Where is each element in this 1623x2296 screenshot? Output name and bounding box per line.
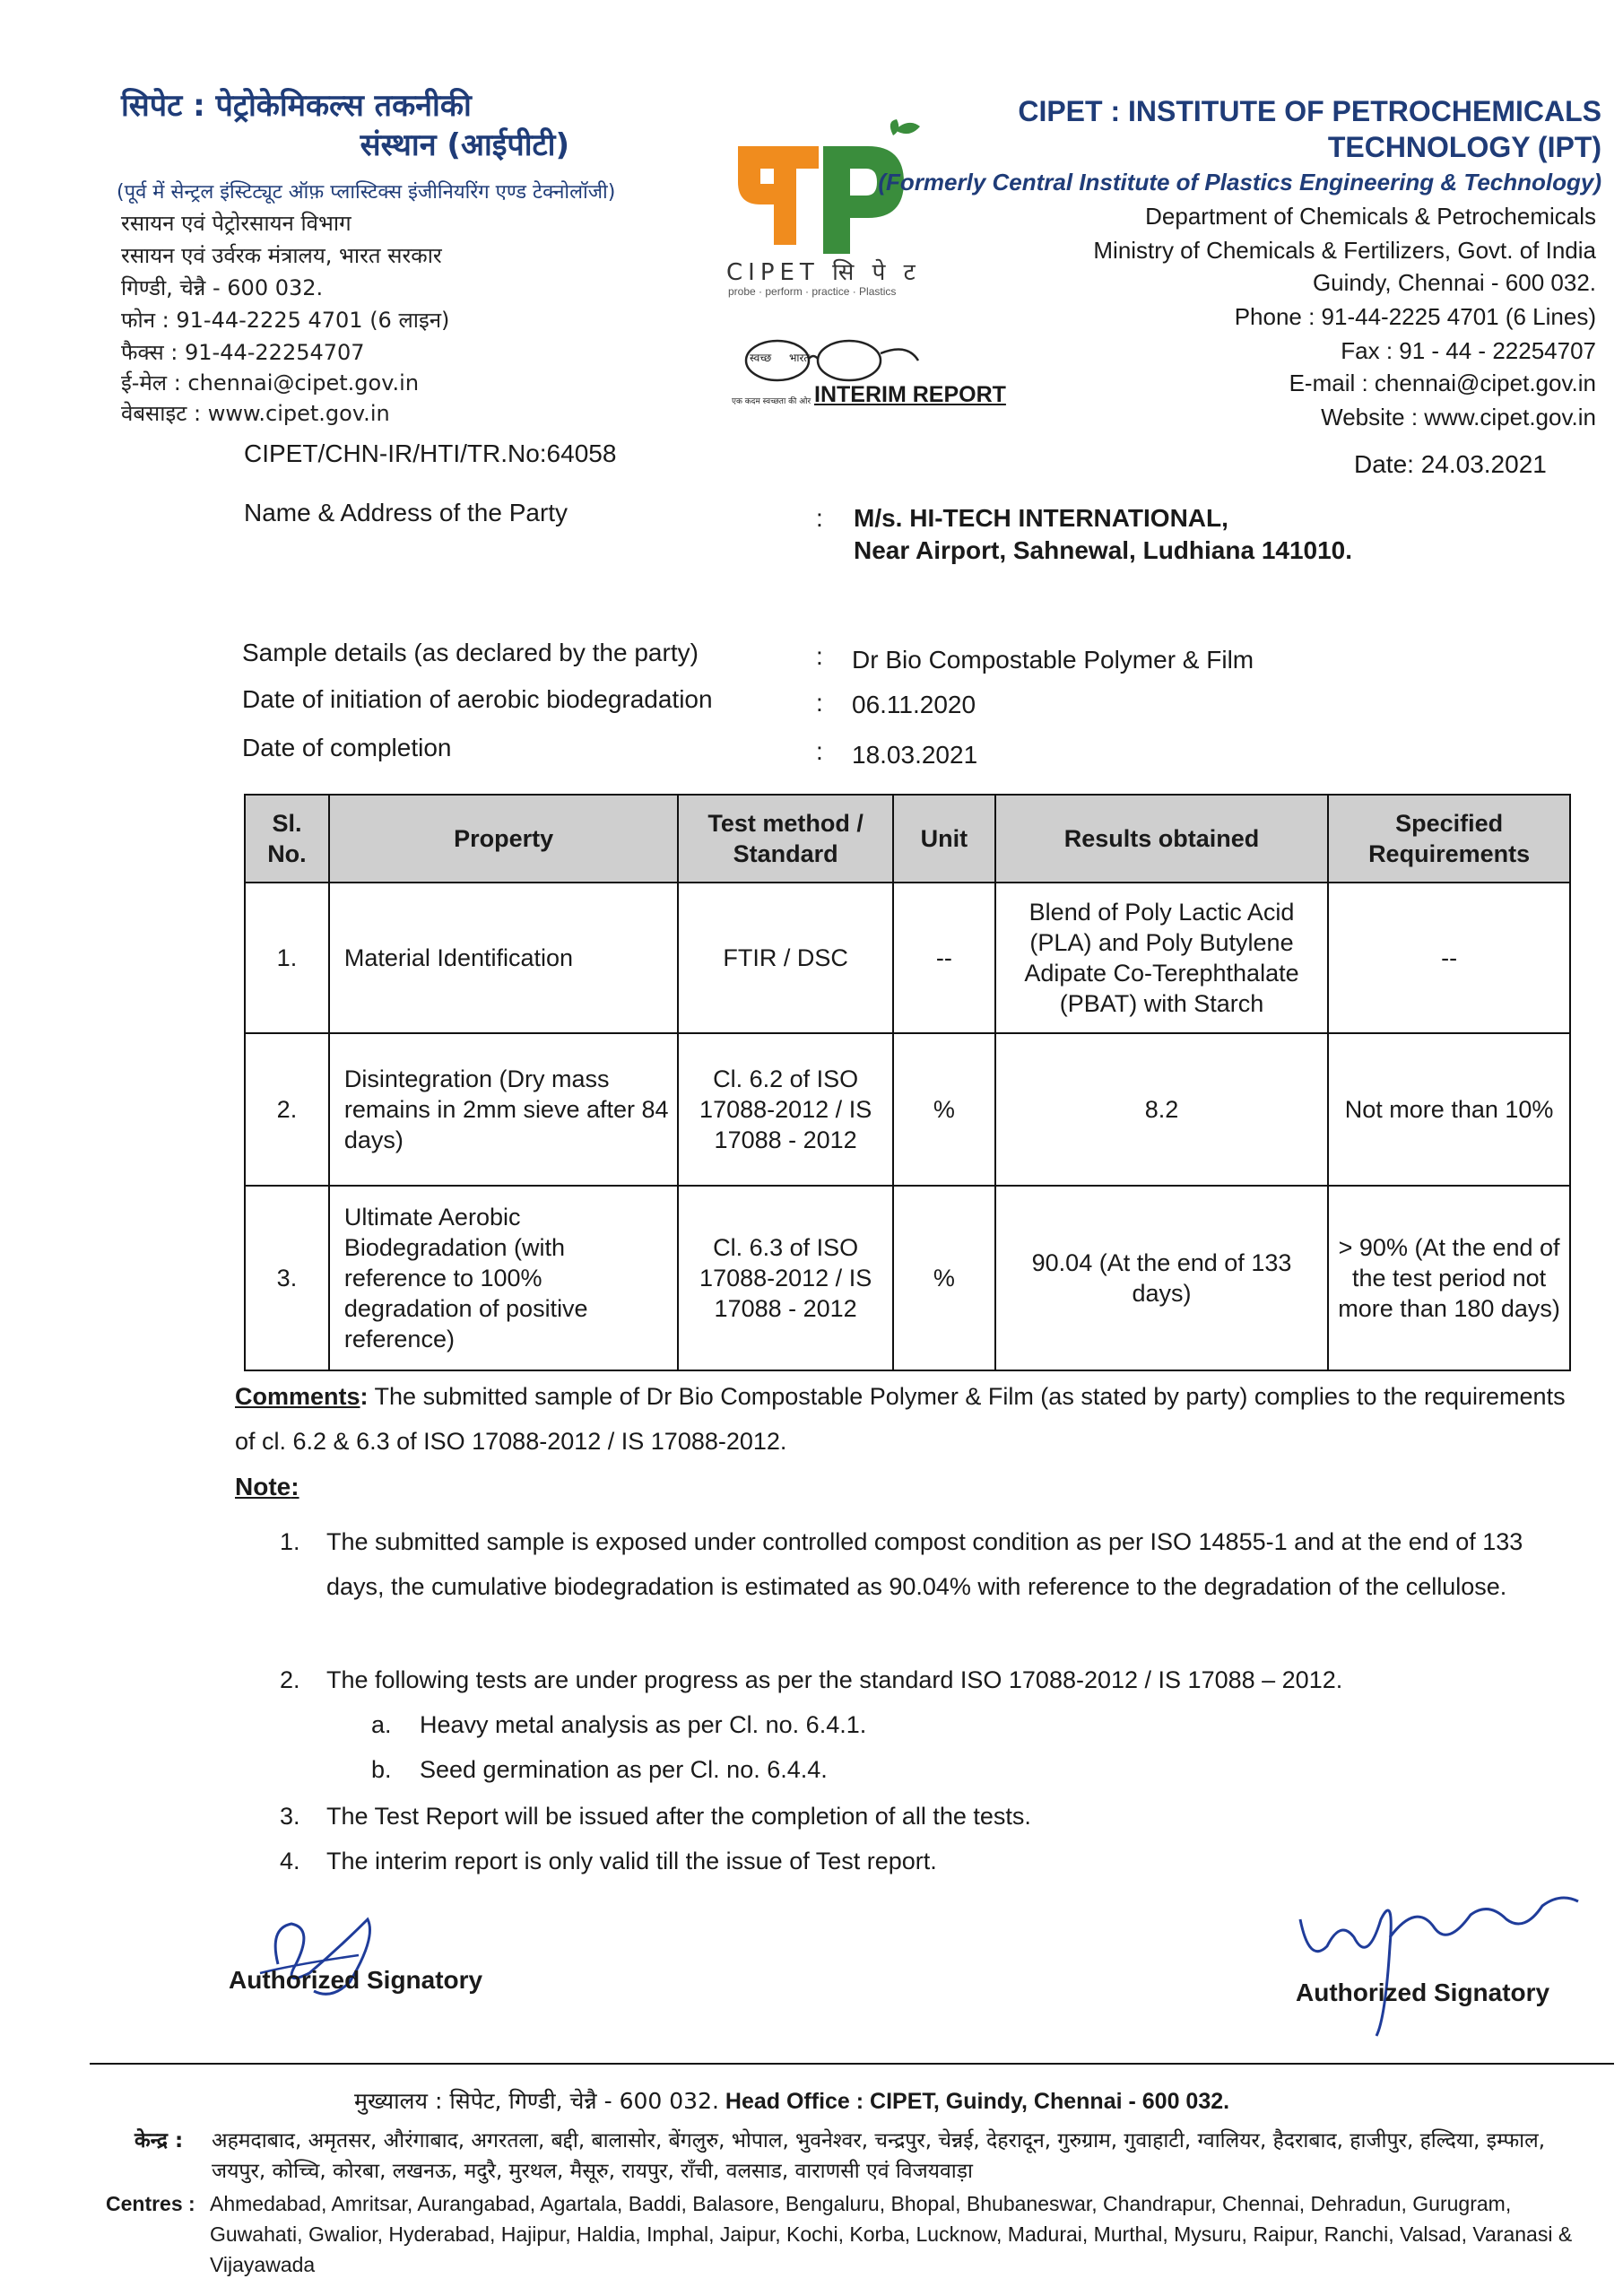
completion-label: Date of completion [242, 734, 452, 761]
note-subitem-text: Seed germination as per Cl. no. 6.4.4. [420, 1756, 828, 1783]
table-row [245, 1186, 1570, 1370]
hindi-email: ई-मेल : chennai@cipet.gov.in [121, 370, 420, 396]
institute-email: E-mail : chennai@cipet.gov.in [1289, 370, 1596, 396]
report-date: Date: 24.03.2021 [1354, 450, 1547, 478]
initiation-label: Date of initiation of aerobic biodegradation [242, 685, 713, 713]
institute-formerly: (Formerly Central Institute of Plastics Engineering & Technology) [878, 169, 1601, 196]
note-label: Note: [235, 1473, 299, 1500]
header-test-method: Test method / Standard [678, 795, 893, 883]
head-office-line [354, 2086, 1229, 2117]
logo-tagline: probe · perform · practice · Plastics [728, 285, 897, 298]
cell-requirement: > 90% (At the end of the test period not more than 180 days) [1328, 1186, 1570, 1370]
centres-label: Centres : [106, 2192, 195, 2215]
header-requirements: Specified Requirements [1328, 795, 1570, 883]
hindi-institute-title [121, 86, 587, 165]
cell-requirement: Not more than 10% [1328, 1033, 1570, 1186]
note-subitem-text: Heavy metal analysis as per Cl. no. 6.4.1. [420, 1711, 867, 1738]
party-colon: : [816, 504, 823, 532]
hindi-address: गिण्डी, चेन्नै - 600 032. [121, 275, 324, 300]
comments-text: The submitted sample of Dr Bio Compostable Polymer & Film (as stated by party) complies to the requirements of cl. 6.2 & 6.3 of ISO 17088-2012 / IS 17088-2012. [235, 1383, 1566, 1455]
hindi-website: वेबसाइट : www.cipet.gov.in [121, 401, 390, 426]
hindi-department: रसायन एवं पेट्रोरसायन विभाग [121, 211, 352, 236]
header-unit: Unit [893, 795, 995, 883]
logo-name: CIPET सि पे ट [726, 259, 921, 286]
reference-number: CIPET/CHN-IR/HTI/TR.No:64058 [244, 439, 617, 467]
cell-unit: % [893, 1033, 995, 1186]
completion-colon: : [816, 737, 823, 765]
cell-property: Ultimate Aerobic Biodegradation (with reference to 100% degradation of positive reference) [329, 1186, 678, 1370]
cell-requirement: -- [1328, 883, 1570, 1033]
swachh-subtext: एक कदम स्वच्छता की ओर [732, 397, 812, 406]
initiation-colon: : [816, 689, 823, 717]
note-item-number: 2. [280, 1666, 300, 1693]
institute-fax: Fax : 91 - 44 - 22254707 [1341, 337, 1596, 364]
completion-value: 18.03.2021 [852, 741, 978, 769]
footer-divider [90, 2063, 1614, 2065]
note-subitem-letter: a. [371, 1711, 392, 1738]
sample-colon: : [816, 642, 823, 670]
cell-result: 90.04 (At the end of 133 days) [995, 1186, 1328, 1370]
note-item-number: 3. [280, 1803, 300, 1830]
note-item-text: The submitted sample is exposed under controlled compost condition as per ISO 14855-1 and at the end of 133 days, the cumulative biodegradation is estimated as 90.04% with reference to the degradation of the cellulose. [326, 1528, 1523, 1600]
institute-phone: Phone : 91-44-2225 4701 (6 Lines) [1234, 303, 1596, 330]
cell-result: 8.2 [995, 1033, 1328, 1186]
institute-title-line1: CIPET : INSTITUTE OF PETROCHEMICALS [1018, 95, 1601, 127]
swachh-text: स्वच्छ भारत [750, 352, 811, 364]
hindi-title-line2: संस्थान (आईपीटी) [360, 127, 569, 163]
institute-ministry: Ministry of Chemicals & Fertilizers, Govt. of India [1093, 237, 1596, 264]
note-item-number: 4. [280, 1848, 300, 1874]
centres-hindi-list: अहमदाबाद, अमृतसर, औरंगाबाद, अगरतला, बद्दी, बालासोर, बेंगलुरु, भोपाल, भुवनेश्वर, चन्द्रपुर, चेन्नई, देहरादून, गुरुग्राम, गुवाहाटी, ग्वालियर, हैदराबाद, हाजीपुर, हल्दिया, इम्फाल, जयपुर, कोच्चि, कोरबा, लखनऊ, मदुरै, मुरथल, मैसूरु, रायपुर, राँची, वलसाड, वाराणसी एवं विजयवाड़ा [212, 2129, 1546, 2183]
institute-title-line2: TECHNOLOGY (IPT) [1327, 131, 1601, 163]
initiation-value: 06.11.2020 [852, 691, 976, 718]
hindi-fax: फैक्स : 91-44-22254707 [121, 340, 365, 365]
cell-property: Disintegration (Dry mass remains in 2mm sieve after 84 days) [329, 1033, 678, 1186]
party-name: M/s. HI-TECH INTERNATIONAL, [854, 504, 1228, 532]
note-subitem-letter: b. [371, 1756, 392, 1783]
cell-sl-no: 2. [245, 1033, 329, 1186]
comments-label: Comments [235, 1383, 360, 1410]
cell-property: Material Identification [329, 883, 678, 1033]
institute-website: Website : www.cipet.gov.in [1321, 404, 1596, 430]
institute-title [920, 93, 1601, 165]
signatory-right-label: Authorized Signatory [1296, 1979, 1550, 2006]
header-sl-no: Sl. No. [245, 795, 329, 883]
comments-section: Comments: The submitted sample of Dr Bio Compostable Polymer & Film (as stated by party) complies to the requirements of cl. 6.2 & 6.3 of ISO 17088-2012 / IS 17088-2012. [235, 1383, 1566, 1455]
report-type-heading: INTERIM REPORT [814, 382, 1006, 407]
header-results: Results obtained [995, 795, 1328, 883]
hindi-title-line1: सिपेट : पेट्रोकेमिकल्स तकनीकी [121, 88, 472, 124]
header-property: Property [329, 795, 678, 883]
note-item-text: The interim report is only valid till the issue of Test report. [326, 1848, 937, 1874]
cell-sl-no: 1. [245, 883, 329, 1033]
table-row [245, 1033, 1570, 1186]
cell-unit: % [893, 1186, 995, 1370]
party-address: Near Airport, Sahnewal, Ludhiana 141010. [854, 536, 1353, 564]
sample-label: Sample details (as declared by the party) [242, 639, 699, 666]
signatory-left-label: Authorized Signatory [229, 1966, 483, 1994]
party-label: Name & Address of the Party [244, 499, 568, 526]
hindi-ministry: रसायन एवं उर्वरक मंत्रालय, भारत सरकार [121, 243, 442, 268]
head-office-hindi: मुख्यालय : सिपेट, गिण्डी, चेन्नै - 600 032. [354, 2088, 719, 2114]
note-item-text: The following tests are under progress as per the standard ISO 17088-2012 / IS 17088 – 2012. [326, 1666, 1343, 1693]
cell-test-method: Cl. 6.2 of ISO 17088-2012 / IS 17088 - 2012 [678, 1033, 893, 1186]
note-item-text: The Test Report will be issued after the completion of all the tests. [326, 1803, 1031, 1830]
table-header-row [245, 795, 1570, 883]
cell-test-method: Cl. 6.3 of ISO 17088-2012 / IS 17088 - 2012 [678, 1186, 893, 1370]
cell-test-method: FTIR / DSC [678, 883, 893, 1033]
head-office-english: Head Office : CIPET, Guindy, Chennai - 600 032. [725, 2089, 1230, 2114]
hindi-formerly: (पूर्व में सेन्ट्रल इंस्टिट्यूट ऑफ़ प्लास्टिक्स इंजीनियरिंग एण्ड टेक्नोलॉजी) [117, 181, 616, 204]
cell-unit: -- [893, 883, 995, 1033]
cell-result: Blend of Poly Lactic Acid (PLA) and Poly Butylene Adipate Co-Terephthalate (PBAT) with Starch [995, 883, 1328, 1033]
note-item-number: 1. [280, 1528, 300, 1555]
institute-address: Guindy, Chennai - 600 032. [1312, 269, 1596, 296]
results-table [244, 794, 1571, 1371]
sample-value: Dr Bio Compostable Polymer & Film [852, 646, 1254, 674]
institute-department: Department of Chemicals & Petrochemicals [1145, 203, 1596, 230]
table-row [245, 883, 1570, 1033]
hindi-phone: फोन : 91-44-2225 4701 (6 लाइन) [121, 308, 450, 333]
centres-list: Ahmedabad, Amritsar, Aurangabad, Agartala, Baddi, Balasore, Bengaluru, Bhopal, Bhubaneswar, Chandrapur, Chennai, Dehradun, Gurugram, Guwahati, Gwalior, Hyderabad, Hajipur, Haldia, Imphal, Jaipur, Kochi, Korba, Lucknow, Madurai, Murthal, Mysuru, Raipur, Ranchi, Valsad, Varanasi & Vijayawada [210, 2192, 1573, 2276]
centres-hindi-label: केन्द्र : [135, 2129, 184, 2152]
cell-sl-no: 3. [245, 1186, 329, 1370]
signature-right-icon [1291, 1883, 1596, 2045]
